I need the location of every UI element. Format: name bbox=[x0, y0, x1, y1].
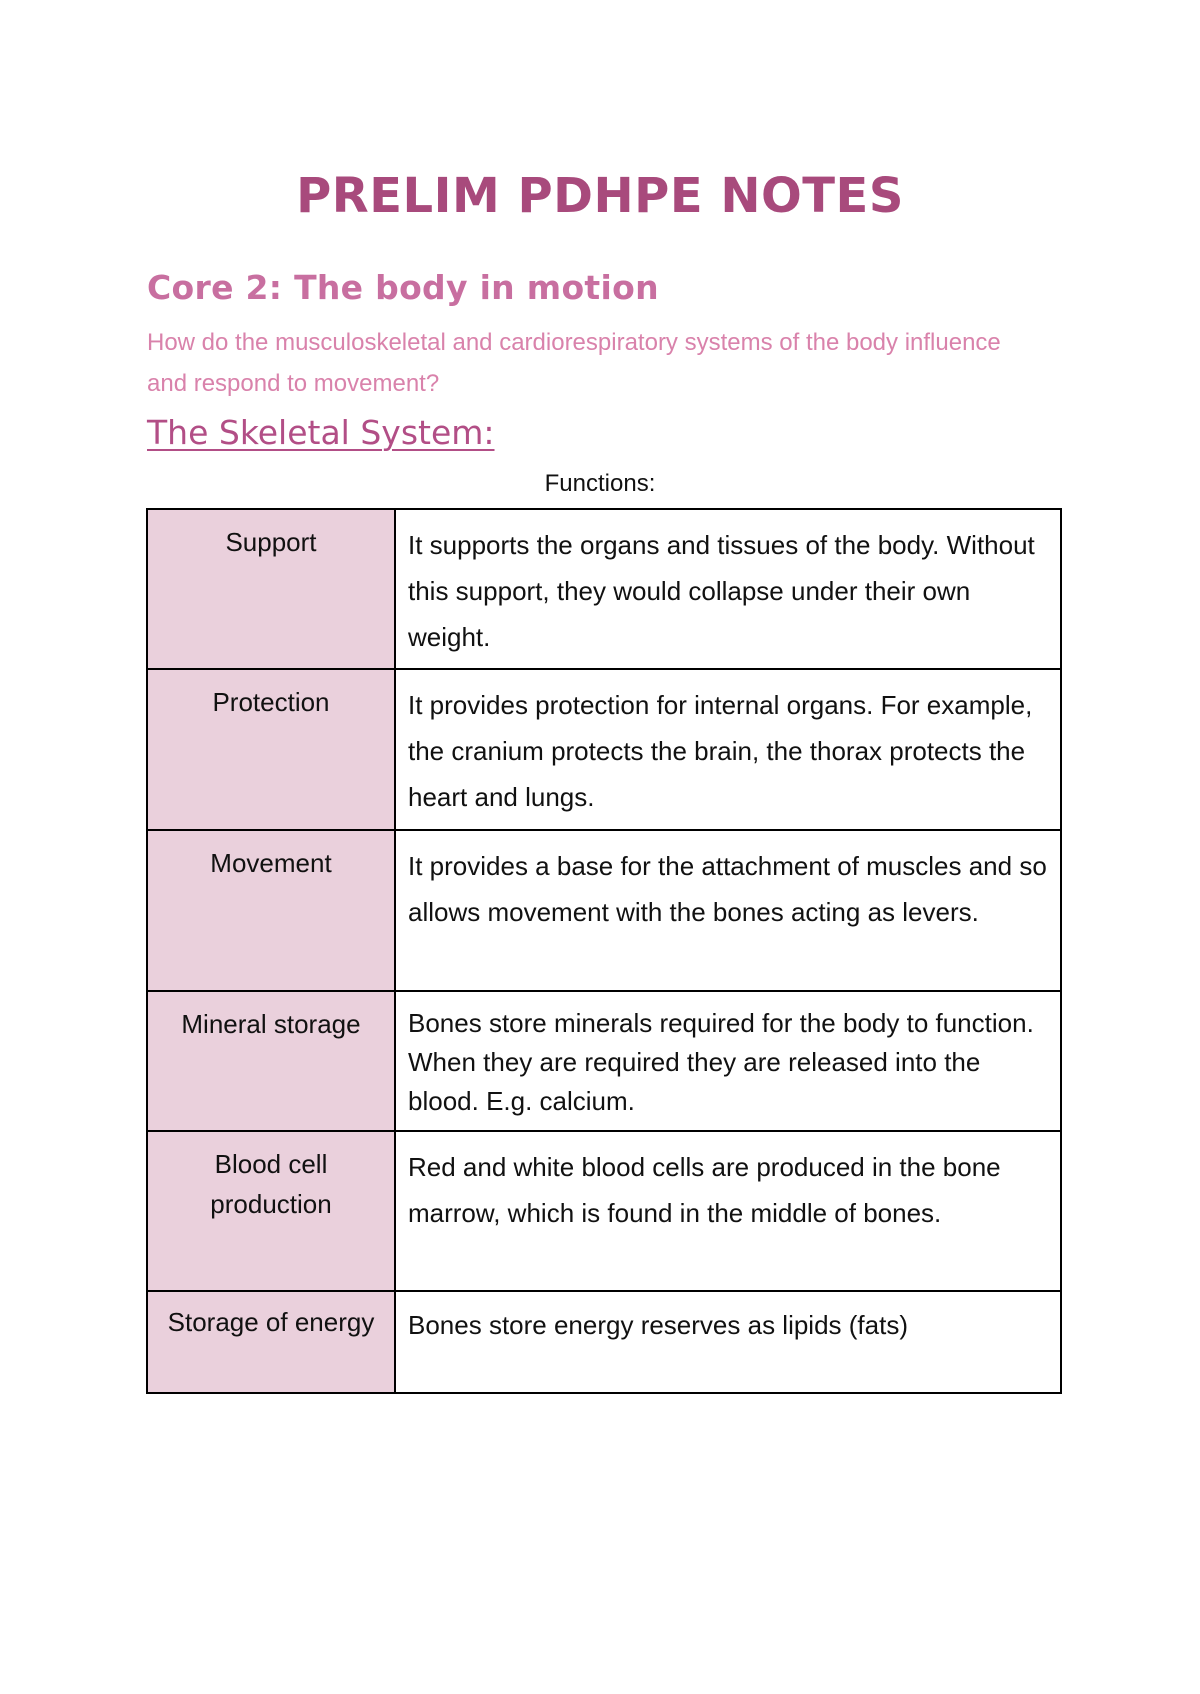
functions-table bbox=[146, 508, 1062, 1394]
functions-label: Functions: bbox=[544, 470, 656, 497]
function-description: It provides a base for the attachment of muscles and so allows movement with the bones acting as levers. bbox=[395, 830, 1061, 991]
core-heading: Core 2: The body in motion bbox=[147, 268, 659, 307]
function-description: It supports the organs and tissues of the body. Without this support, they would collapse under their own weight. bbox=[395, 509, 1061, 669]
table-row bbox=[147, 1131, 1061, 1291]
page-title: PRELIM PDHPE NOTES bbox=[296, 168, 904, 224]
inquiry-question: How do the musculoskeletal and cardiorespiratory systems of the body influence and respond to movement? bbox=[147, 329, 1001, 397]
table-row bbox=[147, 1291, 1061, 1393]
table-row bbox=[147, 991, 1061, 1131]
function-description: Red and white blood cells are produced in the bone marrow, which is found in the middle of bones. bbox=[395, 1131, 1061, 1291]
function-name: Blood cell production bbox=[147, 1131, 395, 1291]
function-name: Protection bbox=[147, 669, 395, 830]
table-row bbox=[147, 830, 1061, 991]
function-description: It provides protection for internal organs. For example, the cranium protects the brain, the thorax protects the heart and lungs. bbox=[395, 669, 1061, 830]
table-row bbox=[147, 509, 1061, 669]
function-name: Storage of energy bbox=[147, 1291, 395, 1393]
function-name: Support bbox=[147, 509, 395, 669]
function-name: Movement bbox=[147, 830, 395, 991]
section-heading: The Skeletal System: bbox=[147, 413, 495, 452]
function-description: Bones store energy reserves as lipids (fats) bbox=[395, 1291, 1061, 1393]
function-description: Bones store minerals required for the body to function. When they are required they are released into the blood. E.g. calcium. bbox=[395, 991, 1061, 1131]
function-name: Mineral storage bbox=[147, 991, 395, 1131]
table-row bbox=[147, 669, 1061, 830]
